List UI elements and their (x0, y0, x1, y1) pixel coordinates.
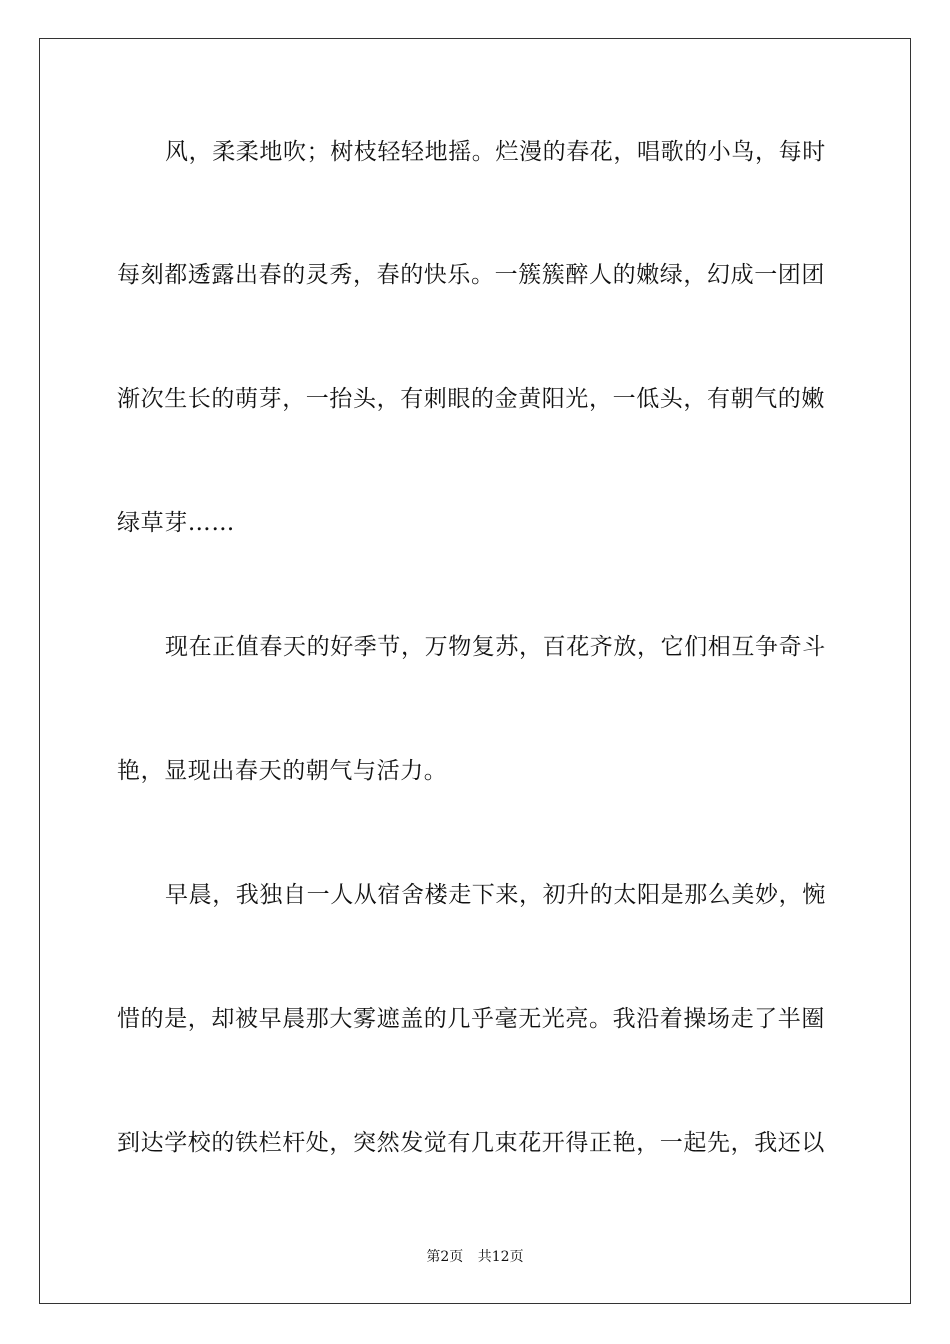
paragraph-line: 每刻都透露出春的灵秀，春的快乐。一簇簇醉人的嫩绿，幻成一团团 (117, 262, 825, 288)
paragraph-line: 风，柔柔地吹；树枝轻轻地摇。烂漫的春花，唱歌的小鸟，每时 (165, 139, 826, 165)
page-total: 共12页 (477, 1249, 524, 1265)
paragraph-line: 惜的是，却被早晨那大雾遮盖的几乎毫无光亮。我沿着操场走了半圈 (117, 1006, 825, 1032)
paragraph-line: 早晨，我独自一人从宿舍楼走下来，初升的太阳是那么美妙，惋 (165, 882, 826, 908)
paragraph-line: 现在正值春天的好季节，万物复苏，百花齐放，它们相互争奇斗 (165, 634, 826, 660)
paragraph-line: 到达学校的铁栏杆处，突然发觉有几束花开得正艳，一起先，我还以 (117, 1130, 825, 1156)
paragraph-line: 艳，显现出春天的朝气与活力。 (117, 758, 448, 784)
page-number: 第2页 (426, 1249, 464, 1265)
page-footer (0, 1248, 950, 1266)
paragraph-line: 渐次生长的萌芽，一抬头，有刺眼的金黄阳光，一低头，有朝气的嫩 (117, 386, 825, 412)
page-border (39, 38, 911, 1304)
paragraph-line: 绿草芽…… (117, 510, 235, 536)
